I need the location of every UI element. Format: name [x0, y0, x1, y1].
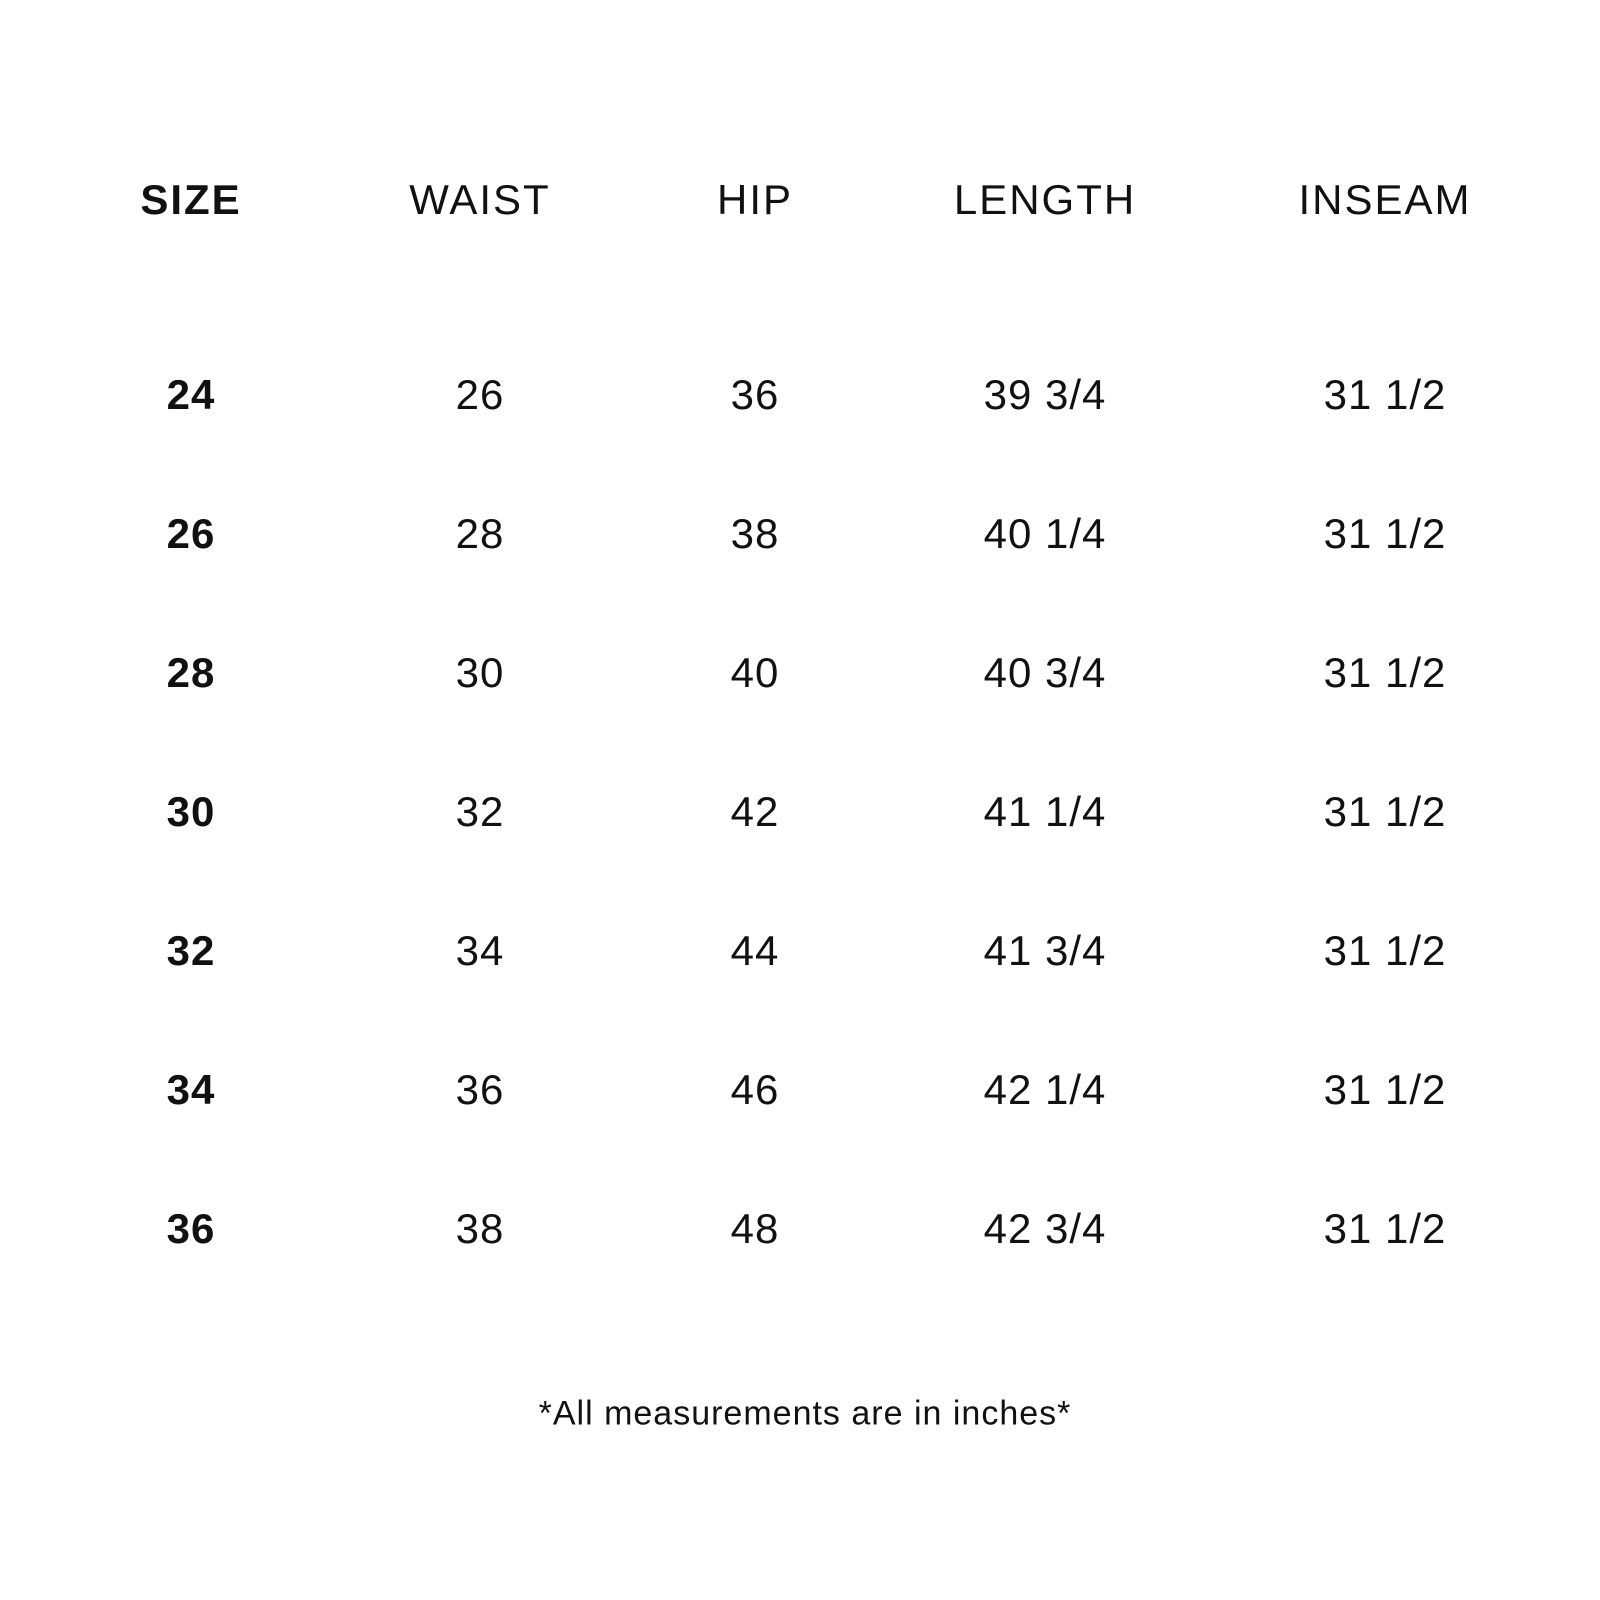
- hip-value: 38: [730, 510, 780, 557]
- header-inseam: INSEAM: [1298, 176, 1472, 223]
- length-value: 39 3/4: [983, 371, 1107, 418]
- inseam-value: 31 1/2: [1323, 371, 1447, 418]
- measurement-footnote: *All measurements are in inches*: [538, 1394, 1072, 1433]
- hip-value: 44: [730, 927, 780, 974]
- size-value: 28: [166, 649, 216, 696]
- length-value: 41 3/4: [983, 927, 1107, 974]
- length-value: 42 1/4: [983, 1066, 1107, 1113]
- size-value: 30: [166, 788, 216, 835]
- length-value: 40 3/4: [983, 649, 1107, 696]
- waist-value: 38: [455, 1205, 505, 1252]
- hip-value: 46: [730, 1066, 780, 1113]
- size-value: 34: [166, 1066, 216, 1113]
- waist-value: 26: [455, 371, 505, 418]
- length-value: 41 1/4: [983, 788, 1107, 835]
- length-value: 40 1/4: [983, 510, 1107, 557]
- header-hip: HIP: [716, 176, 794, 223]
- inseam-value: 31 1/2: [1323, 1205, 1447, 1252]
- hip-value: 40: [730, 649, 780, 696]
- waist-value: 34: [455, 927, 505, 974]
- header-size: SIZE: [140, 176, 242, 223]
- inseam-value: 31 1/2: [1323, 788, 1447, 835]
- waist-value: 36: [455, 1066, 505, 1113]
- waist-value: 30: [455, 649, 505, 696]
- header-waist: WAIST: [409, 176, 551, 223]
- size-value: 26: [166, 510, 216, 557]
- inseam-value: 31 1/2: [1323, 649, 1447, 696]
- length-value: 42 3/4: [983, 1205, 1107, 1252]
- hip-value: 36: [730, 371, 780, 418]
- waist-value: 28: [455, 510, 505, 557]
- size-value: 36: [166, 1205, 216, 1252]
- size-value: 24: [166, 371, 216, 418]
- hip-value: 42: [730, 788, 780, 835]
- waist-value: 32: [455, 788, 505, 835]
- inseam-value: 31 1/2: [1323, 927, 1447, 974]
- header-length: LENGTH: [953, 176, 1137, 223]
- hip-value: 48: [730, 1205, 780, 1252]
- inseam-value: 31 1/2: [1323, 1066, 1447, 1113]
- inseam-value: 31 1/2: [1323, 510, 1447, 557]
- size-value: 32: [166, 927, 216, 974]
